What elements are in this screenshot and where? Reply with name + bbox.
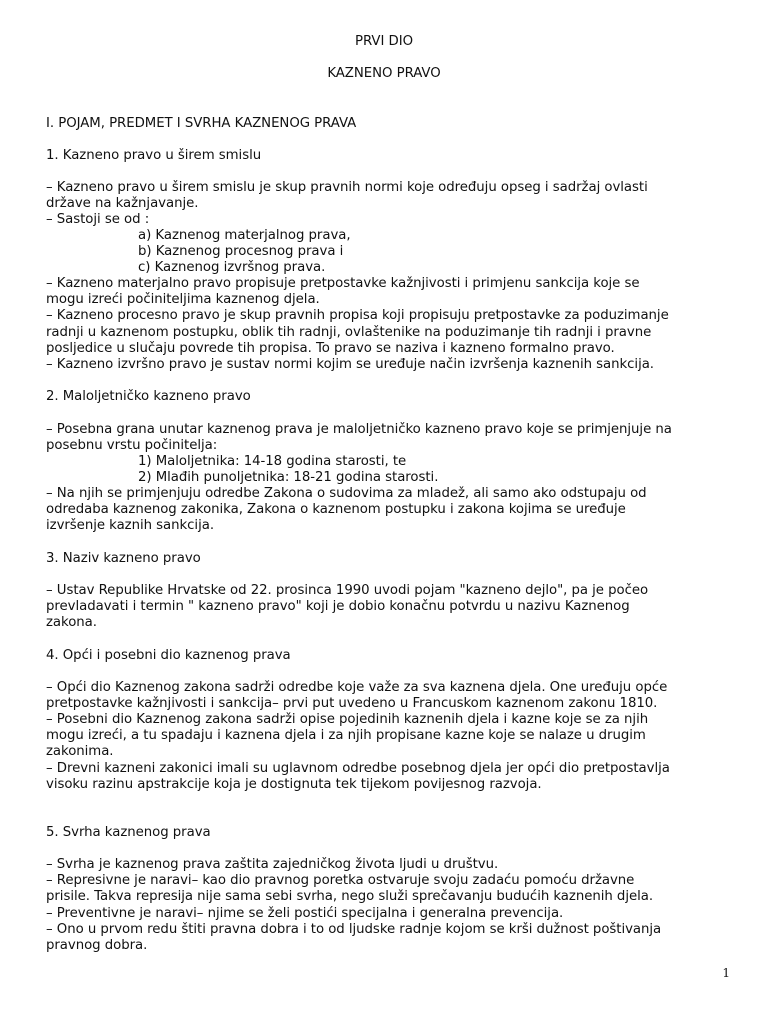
paragraph-line: odredaba kaznenog zakonika, Zakona o kaznenom postupku i zakona kojima se uređuje	[46, 502, 626, 517]
paragraph-line: prisile. Takva represija nije sama sebi svrha, nego služi sprečavanju budućih kaznenih djela.	[46, 889, 654, 904]
paragraph-line: izvršenje kaznih sankcija.	[46, 518, 214, 533]
paragraph-line: – Kazneno materjalno pravo propisuje pretpostavke kažnjivosti i primjenu sankcija koje se	[46, 276, 640, 291]
section-heading: 2. Maloljetničko kazneno pravo	[46, 389, 251, 404]
paragraph-line: zakonima.	[46, 744, 114, 759]
paragraph-line: – Svrha je kaznenog prava zaštita zajedničkog života ljudi u društvu.	[46, 857, 499, 872]
paragraph-line: – Opći dio Kaznenog zakona sadrži odredbe koje važe za sva kaznena djela. One uređuju opće	[46, 680, 668, 695]
paragraph-line: zakona.	[46, 615, 97, 630]
paragraph-line: – Ono u prvom redu štiti pravna dobra i to od ljudske radnje kojom se krši dužnost poštivanja	[46, 922, 662, 937]
chapter-title: I. POJAM, PREDMET I SVRHA KAZNENOG PRAVA	[46, 116, 357, 131]
list-item: b) Kaznenog procesnog prava i	[138, 244, 344, 259]
paragraph-line: države na kažnjavanje.	[46, 196, 199, 211]
paragraph-line: mogu izreći, a tu spadaju i kaznena djela i za njih propisane kazne koje se nalaze u drugim	[46, 728, 646, 743]
paragraph-line: – Kazneno izvršno pravo je sustav normi kojim se uređuje način izvršenja kaznenih sankcija.	[46, 357, 654, 372]
paragraph-line: radnji u kaznenom postupku, oblik tih radnji, ovlaštenike na poduzimanje tih radnji i pravne	[46, 325, 652, 340]
subject-title: KAZNENO PRAVO	[327, 66, 441, 81]
part-title: PRVI DIO	[354, 34, 413, 49]
paragraph-line: – Na njih se primjenjuju odredbe Zakona o sudovima za mladež, ali samo ako odstupaju od	[46, 486, 647, 501]
paragraph-line: – Kazneno procesno pravo je skup pravnih propisa koji propisuju pretpostavke za poduzimanje	[46, 308, 669, 323]
section-heading: 5. Svrha kaznenog prava	[46, 825, 211, 840]
page-number: 1	[722, 966, 730, 980]
paragraph-line: pravnog dobra.	[46, 938, 148, 953]
list-item: c) Kaznenog izvršnog prava.	[138, 260, 326, 275]
list-item: 2) Mlađih punoljetnika: 18-21 godina starosti.	[138, 470, 439, 485]
paragraph-line: pretpostavke kažnjivosti i sankcija– prvi put uvedeno u Francuskom kaznenom zakonu 1810.	[46, 696, 658, 711]
paragraph-line: – Kazneno pravo u širem smislu je skup pravnih normi koje određuju opseg i sadržaj ovlasti	[46, 180, 648, 195]
paragraph-line: – Posebni dio Kaznenog zakona sadrži opise pojedinih kaznenih djela i kazne koje se za njih	[46, 712, 649, 727]
paragraph-line: visoku razinu apstrakcije koja je dostignuta tek tijekom povijesnog razvoja.	[46, 777, 542, 792]
paragraph-line: posebnu vrstu počinitelja:	[46, 438, 218, 453]
paragraph-line: – Ustav Republike Hrvatske od 22. prosinca 1990 uvodi pojam "kazneno dejlo", pa je počeo	[46, 583, 649, 598]
paragraph-line: – Posebna grana unutar kaznenog prava je maloljetničko kazneno pravo koje se primjenjuje na	[46, 422, 672, 437]
paragraph-line: mogu izreći počiniteljima kaznenog djela.	[46, 292, 320, 307]
list-item: 1) Maloljetnika: 14-18 godina starosti, te	[138, 454, 407, 469]
section-heading: 1. Kazneno pravo u širem smislu	[46, 148, 262, 163]
paragraph-line: posljedice u slučaju povrede tih propisa. To pravo se naziva i kazneno formalno pravo.	[46, 341, 615, 356]
list-item: a) Kaznenog materjalnog prava,	[138, 228, 351, 243]
section-heading: 3. Naziv kazneno pravo	[46, 551, 201, 566]
paragraph-line: prevladavati i termin " kazneno pravo" koji je dobio konačnu potvrdu u nazivu Kaznenog	[46, 599, 630, 614]
paragraph-line: – Sastoji se od :	[46, 212, 150, 227]
section-heading: 4. Opći i posebni dio kaznenog prava	[46, 648, 291, 663]
paragraph-line: – Drevni kazneni zakonici imali su uglavnom odredbe posebnog djela jer opći dio pretpostavlja	[46, 761, 670, 776]
paragraph-line: – Preventivne je naravi– njime se želi postići specijalna i generalna prevencija.	[46, 906, 564, 921]
paragraph-line: – Represivne je naravi– kao dio pravnog poretka ostvaruje svoju zadaću pomoću državne	[46, 873, 635, 888]
